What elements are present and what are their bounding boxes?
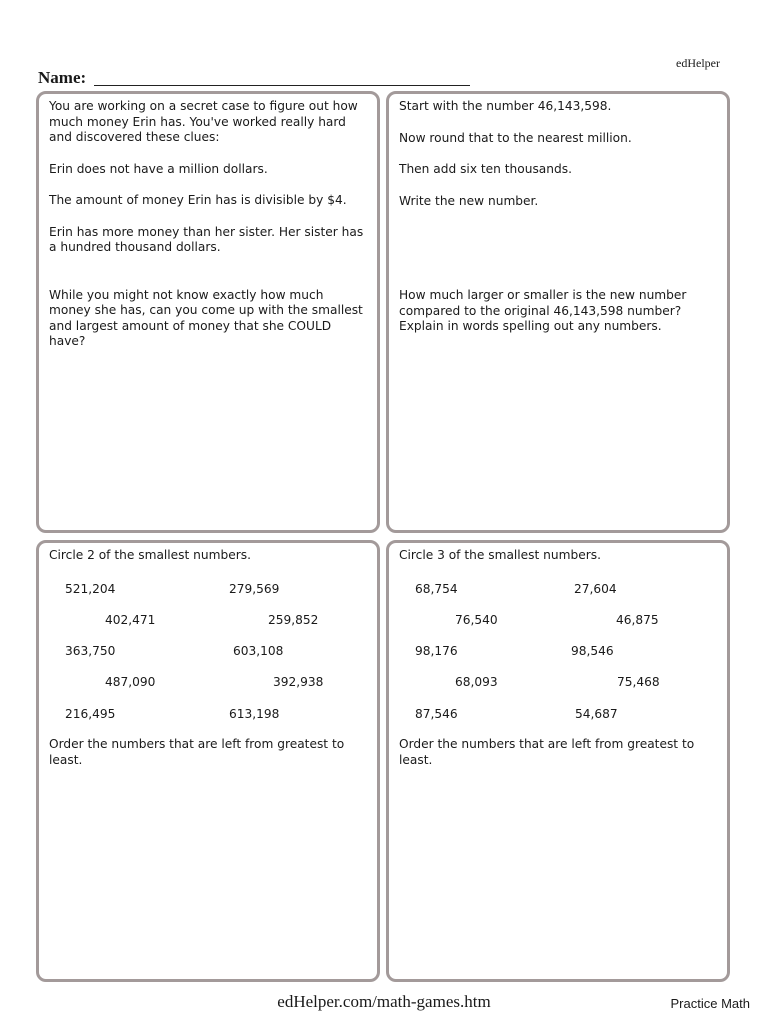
number-item[interactable]: 603,108 bbox=[233, 644, 284, 658]
clue-text: The amount of money Erin has is divisible by $4. bbox=[49, 193, 347, 207]
number-item[interactable]: 521,204 bbox=[65, 582, 116, 596]
number-item[interactable]: 98,546 bbox=[571, 644, 614, 658]
problem-text: Start with the number 46,143,598. bbox=[399, 99, 612, 113]
number-item[interactable]: 76,540 bbox=[455, 613, 498, 627]
instruction-text: Circle 2 of the smallest numbers. bbox=[49, 548, 251, 562]
instruction-text: Circle 3 of the smallest numbers. bbox=[399, 548, 601, 562]
number-item[interactable]: 613,198 bbox=[229, 707, 280, 721]
number-item[interactable]: 259,852 bbox=[268, 613, 319, 627]
number-item[interactable]: 68,754 bbox=[415, 582, 458, 596]
brand-label: edHelper bbox=[676, 56, 720, 70]
problem-text: Write the new number. bbox=[399, 193, 539, 208]
problem-text: You are working on a secret case to figure out how much money Erin has. You've worked really hard and discovered these clues: bbox=[49, 99, 358, 144]
problem-box-rounding bbox=[386, 91, 730, 533]
question-text: While you might not know exactly how much money she has, can you come up with the smallest and largest amount of money that she COULD have? bbox=[49, 287, 363, 348]
problem-box-circle-three bbox=[386, 540, 730, 982]
number-item[interactable]: 75,468 bbox=[617, 675, 660, 689]
number-item[interactable]: 487,090 bbox=[105, 675, 156, 689]
number-item[interactable]: 98,176 bbox=[415, 644, 458, 658]
clue-text: Erin does not have a million dollars. bbox=[49, 161, 268, 176]
number-item[interactable]: 54,687 bbox=[575, 707, 618, 721]
name-label: Name: bbox=[38, 68, 87, 87]
name-input-line[interactable] bbox=[94, 85, 470, 86]
number-item[interactable]: 46,875 bbox=[616, 613, 659, 627]
number-item[interactable]: 27,604 bbox=[574, 582, 617, 596]
number-item[interactable]: 68,093 bbox=[455, 675, 498, 689]
problem-text: Then add six ten thousands. bbox=[399, 162, 572, 176]
footer-label: Practice Math bbox=[670, 996, 750, 1011]
problem-box-secret-case bbox=[36, 91, 380, 533]
problem-box-circle-two bbox=[36, 540, 380, 982]
number-item[interactable]: 87,546 bbox=[415, 707, 458, 721]
number-item[interactable]: 279,569 bbox=[229, 582, 280, 596]
footer-url: edHelper.com/math-games.htm bbox=[277, 992, 491, 1011]
clue-text: Erin has more money than her sister. Her sister has a hundred thousand dollars. bbox=[49, 224, 364, 254]
problem-text: Now round that to the nearest million. bbox=[399, 130, 632, 145]
number-item[interactable]: 402,471 bbox=[105, 613, 156, 627]
number-item[interactable]: 392,938 bbox=[273, 675, 324, 689]
number-item[interactable]: 363,750 bbox=[65, 644, 116, 658]
number-item[interactable]: 216,495 bbox=[65, 707, 116, 721]
question-text: How much larger or smaller is the new number compared to the original 46,143,598 number? Explain in words spelling out any numbers. bbox=[399, 288, 687, 333]
order-instruction: Order the numbers that are left from greatest to least. bbox=[49, 737, 345, 767]
order-instruction: Order the numbers that are left from greatest to least. bbox=[399, 737, 695, 767]
